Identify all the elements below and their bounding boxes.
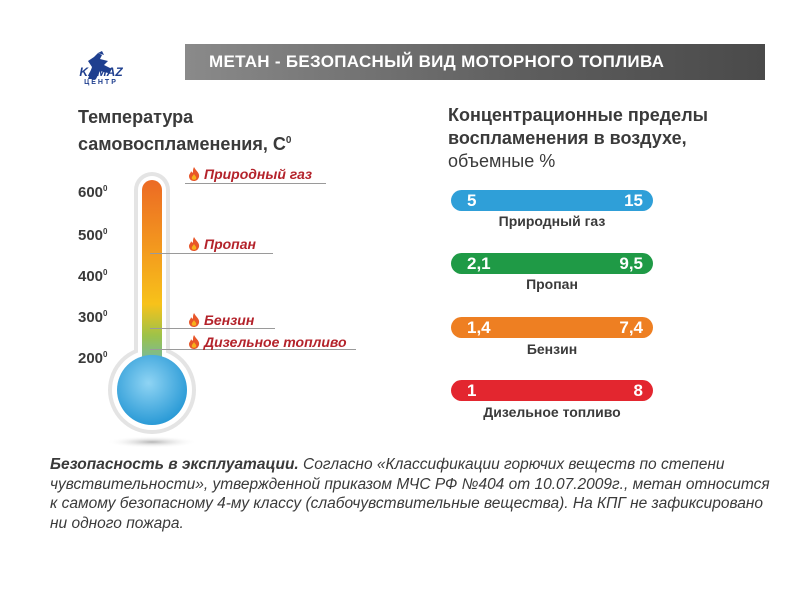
scale-400: $400^0$ xyxy=(78,268,108,285)
fuel-natural-gas: Природный газ xyxy=(188,165,312,183)
safety-note-lead: Безопасность в эксплуатации. xyxy=(50,456,299,473)
range-low: 2,1 xyxy=(467,254,491,273)
flame-icon xyxy=(188,167,200,181)
limits-heading xyxy=(448,104,768,173)
logo-sub: ЦЕНТР xyxy=(84,79,118,86)
range-gasoline xyxy=(451,317,653,338)
range-low: 1 xyxy=(467,381,477,400)
fuel-propane: Пропан xyxy=(188,235,256,253)
range-high: 15 xyxy=(624,191,643,210)
safety-note xyxy=(50,455,770,533)
range-low: 5 xyxy=(467,191,477,210)
flame-icon xyxy=(188,335,200,349)
range-high: 8 xyxy=(633,381,643,400)
flame-icon xyxy=(188,313,200,327)
scale-300: $300^0$ xyxy=(78,309,108,326)
temperature-heading-line2: самовоспламенения, $С^0$ xyxy=(78,134,292,154)
range-propane xyxy=(451,253,653,274)
logo-brand: KAMAZ xyxy=(79,65,123,79)
scale-200: $200^0$ xyxy=(78,350,108,367)
fuel-diesel: Дизельное топливо xyxy=(188,333,347,351)
limits-heading-line1: Концентрационные пределы xyxy=(448,105,708,125)
temperature-heading-line1: Температура xyxy=(78,107,194,127)
range-high: 7,4 xyxy=(619,318,643,337)
range-name-natural-gas: Природный газ xyxy=(498,213,606,229)
temperature-heading xyxy=(78,106,338,156)
scale-600: $600^0$ xyxy=(78,184,108,201)
range-name-propane: Пропан xyxy=(526,276,578,292)
leader-propane xyxy=(150,253,273,254)
safety-note-text: Согласно «Классификации горючих веществ по степени чувствительности», утвержденной приказом МЧС РФ №404 от 10.07.2009г., метан относится к самому безопасному 4-му классу (слабочувствительные вещества). На КПГ не зафиксировано ни одного пожара. xyxy=(50,456,770,532)
range-low: 1,4 xyxy=(467,318,491,337)
leader-natural-gas xyxy=(185,183,326,184)
range-high: 9,5 xyxy=(619,254,643,273)
range-name-gasoline: Бензин xyxy=(526,341,578,357)
limits-heading-line2: воспламенения в воздухе, xyxy=(448,128,687,148)
flame-icon xyxy=(188,237,200,251)
range-diesel xyxy=(451,380,653,401)
range-natural-gas xyxy=(451,190,653,211)
scale-500: $500^0$ xyxy=(78,227,108,244)
fuel-gasoline: Бензин xyxy=(188,311,254,329)
limits-heading-line3: объемные % xyxy=(448,151,556,171)
range-name-diesel: Дизельное топливо xyxy=(483,404,621,420)
page-title: МЕТАН - БЕЗОПАСНЫЙ ВИД МОТОРНОГО ТОПЛИВА xyxy=(185,44,765,80)
